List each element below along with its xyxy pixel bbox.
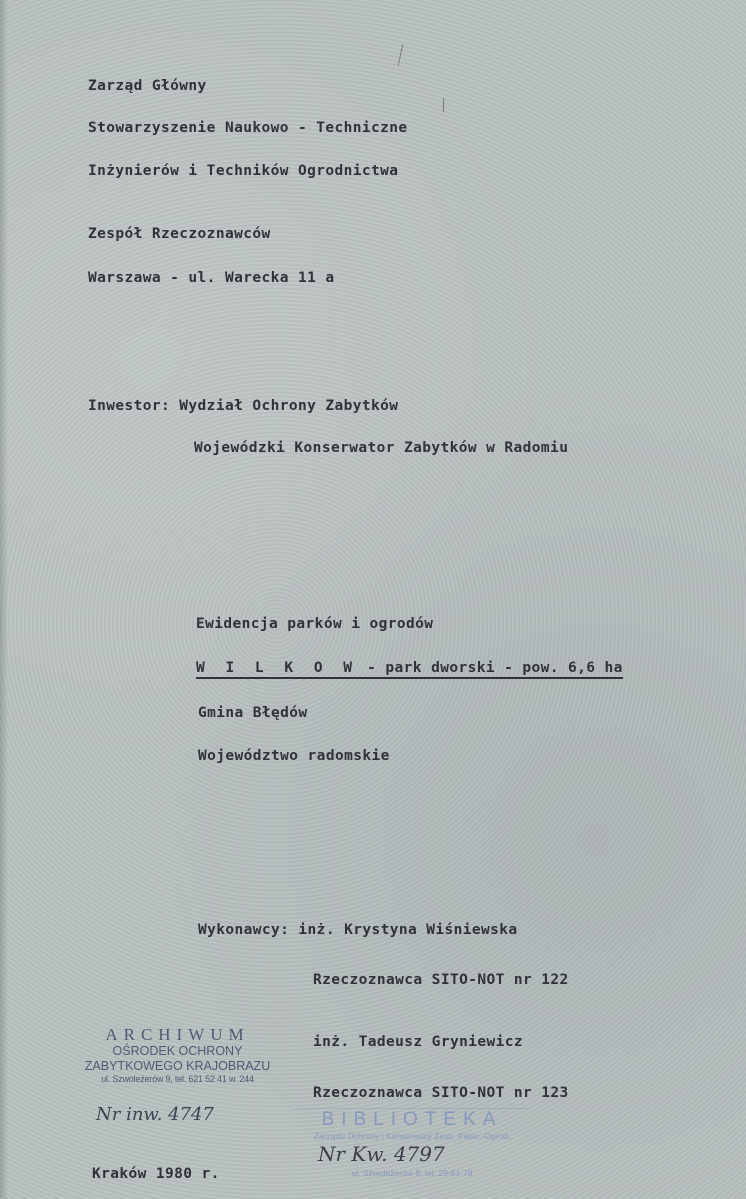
subject-line-park	[196, 660, 623, 679]
investor-line-department: Inwestor: Wydział Ochrony Zabytków	[88, 398, 399, 414]
archive-stamp-line2: OŚRODEK OCHRONY	[112, 1044, 243, 1058]
header-line-board: Zarząd Główny	[88, 78, 207, 94]
archive-stamp-line3: ZABYTKOWEGO KRAJOBRAZU	[84, 1059, 271, 1073]
subject-line-register: Ewidencja parków i ogrodów	[196, 616, 434, 632]
contractor-line-second: inż. Tadeusz Gryniewicz	[313, 1034, 523, 1050]
investor-line-conservator: Wojewódzki Konserwator Zabytków w Radomiu	[194, 440, 569, 456]
place-date: Kraków 1980 r.	[92, 1166, 220, 1182]
header-line-engineers: Inżynierów i Techników Ogrodnictwa	[88, 163, 399, 179]
archive-stamp-address: ul. Szwoleżerów 9, tel. 621 52 41 w. 244	[101, 1074, 254, 1084]
library-stamp-line2: ul. Szwoleżerów 9, tel. 29-61-78	[351, 1168, 473, 1178]
subject-line-commune: Gmina Błędów	[198, 705, 308, 721]
library-stamp-line1: Zarządu Ochrony i Konserwacji Zesp. Pałac.-Ogrod.	[313, 1131, 511, 1141]
contractor-line-expert-123: Rzeczoznawca SITO-NOT nr 123	[313, 1085, 569, 1101]
archive-stamp	[70, 1026, 285, 1085]
paper-edge-shadow	[0, 0, 8, 1199]
subject-park-name: W I L K O W	[196, 660, 359, 676]
archive-inventory-handwriting: Nr inw. 4747	[96, 1104, 214, 1125]
library-number-handwriting: Nr Kw. 4797	[318, 1142, 445, 1166]
pencil-mark	[398, 44, 404, 66]
contractor-line-expert-122: Rzeczoznawca SITO-NOT nr 122	[313, 972, 569, 988]
contractor-line-first: Wykonawcy: inż. Krystyna Wiśniewska	[198, 922, 518, 938]
library-stamp-title: BIBLIOTEKA	[321, 1109, 503, 1130]
pencil-mark	[443, 98, 444, 112]
header-line-experts-team: Zespół Rzeczoznawców	[88, 226, 271, 242]
subject-park-description: - park dworski - pow. 6,6 ha	[358, 660, 623, 676]
header-line-association: Stowarzyszenie Naukowo - Techniczne	[88, 120, 408, 136]
header-line-address: Warszawa - ul. Warecka 11 a	[88, 270, 335, 286]
subject-line-voivodeship: Województwo radomskie	[198, 748, 390, 764]
archive-stamp-title: ARCHIWUM	[105, 1025, 250, 1044]
